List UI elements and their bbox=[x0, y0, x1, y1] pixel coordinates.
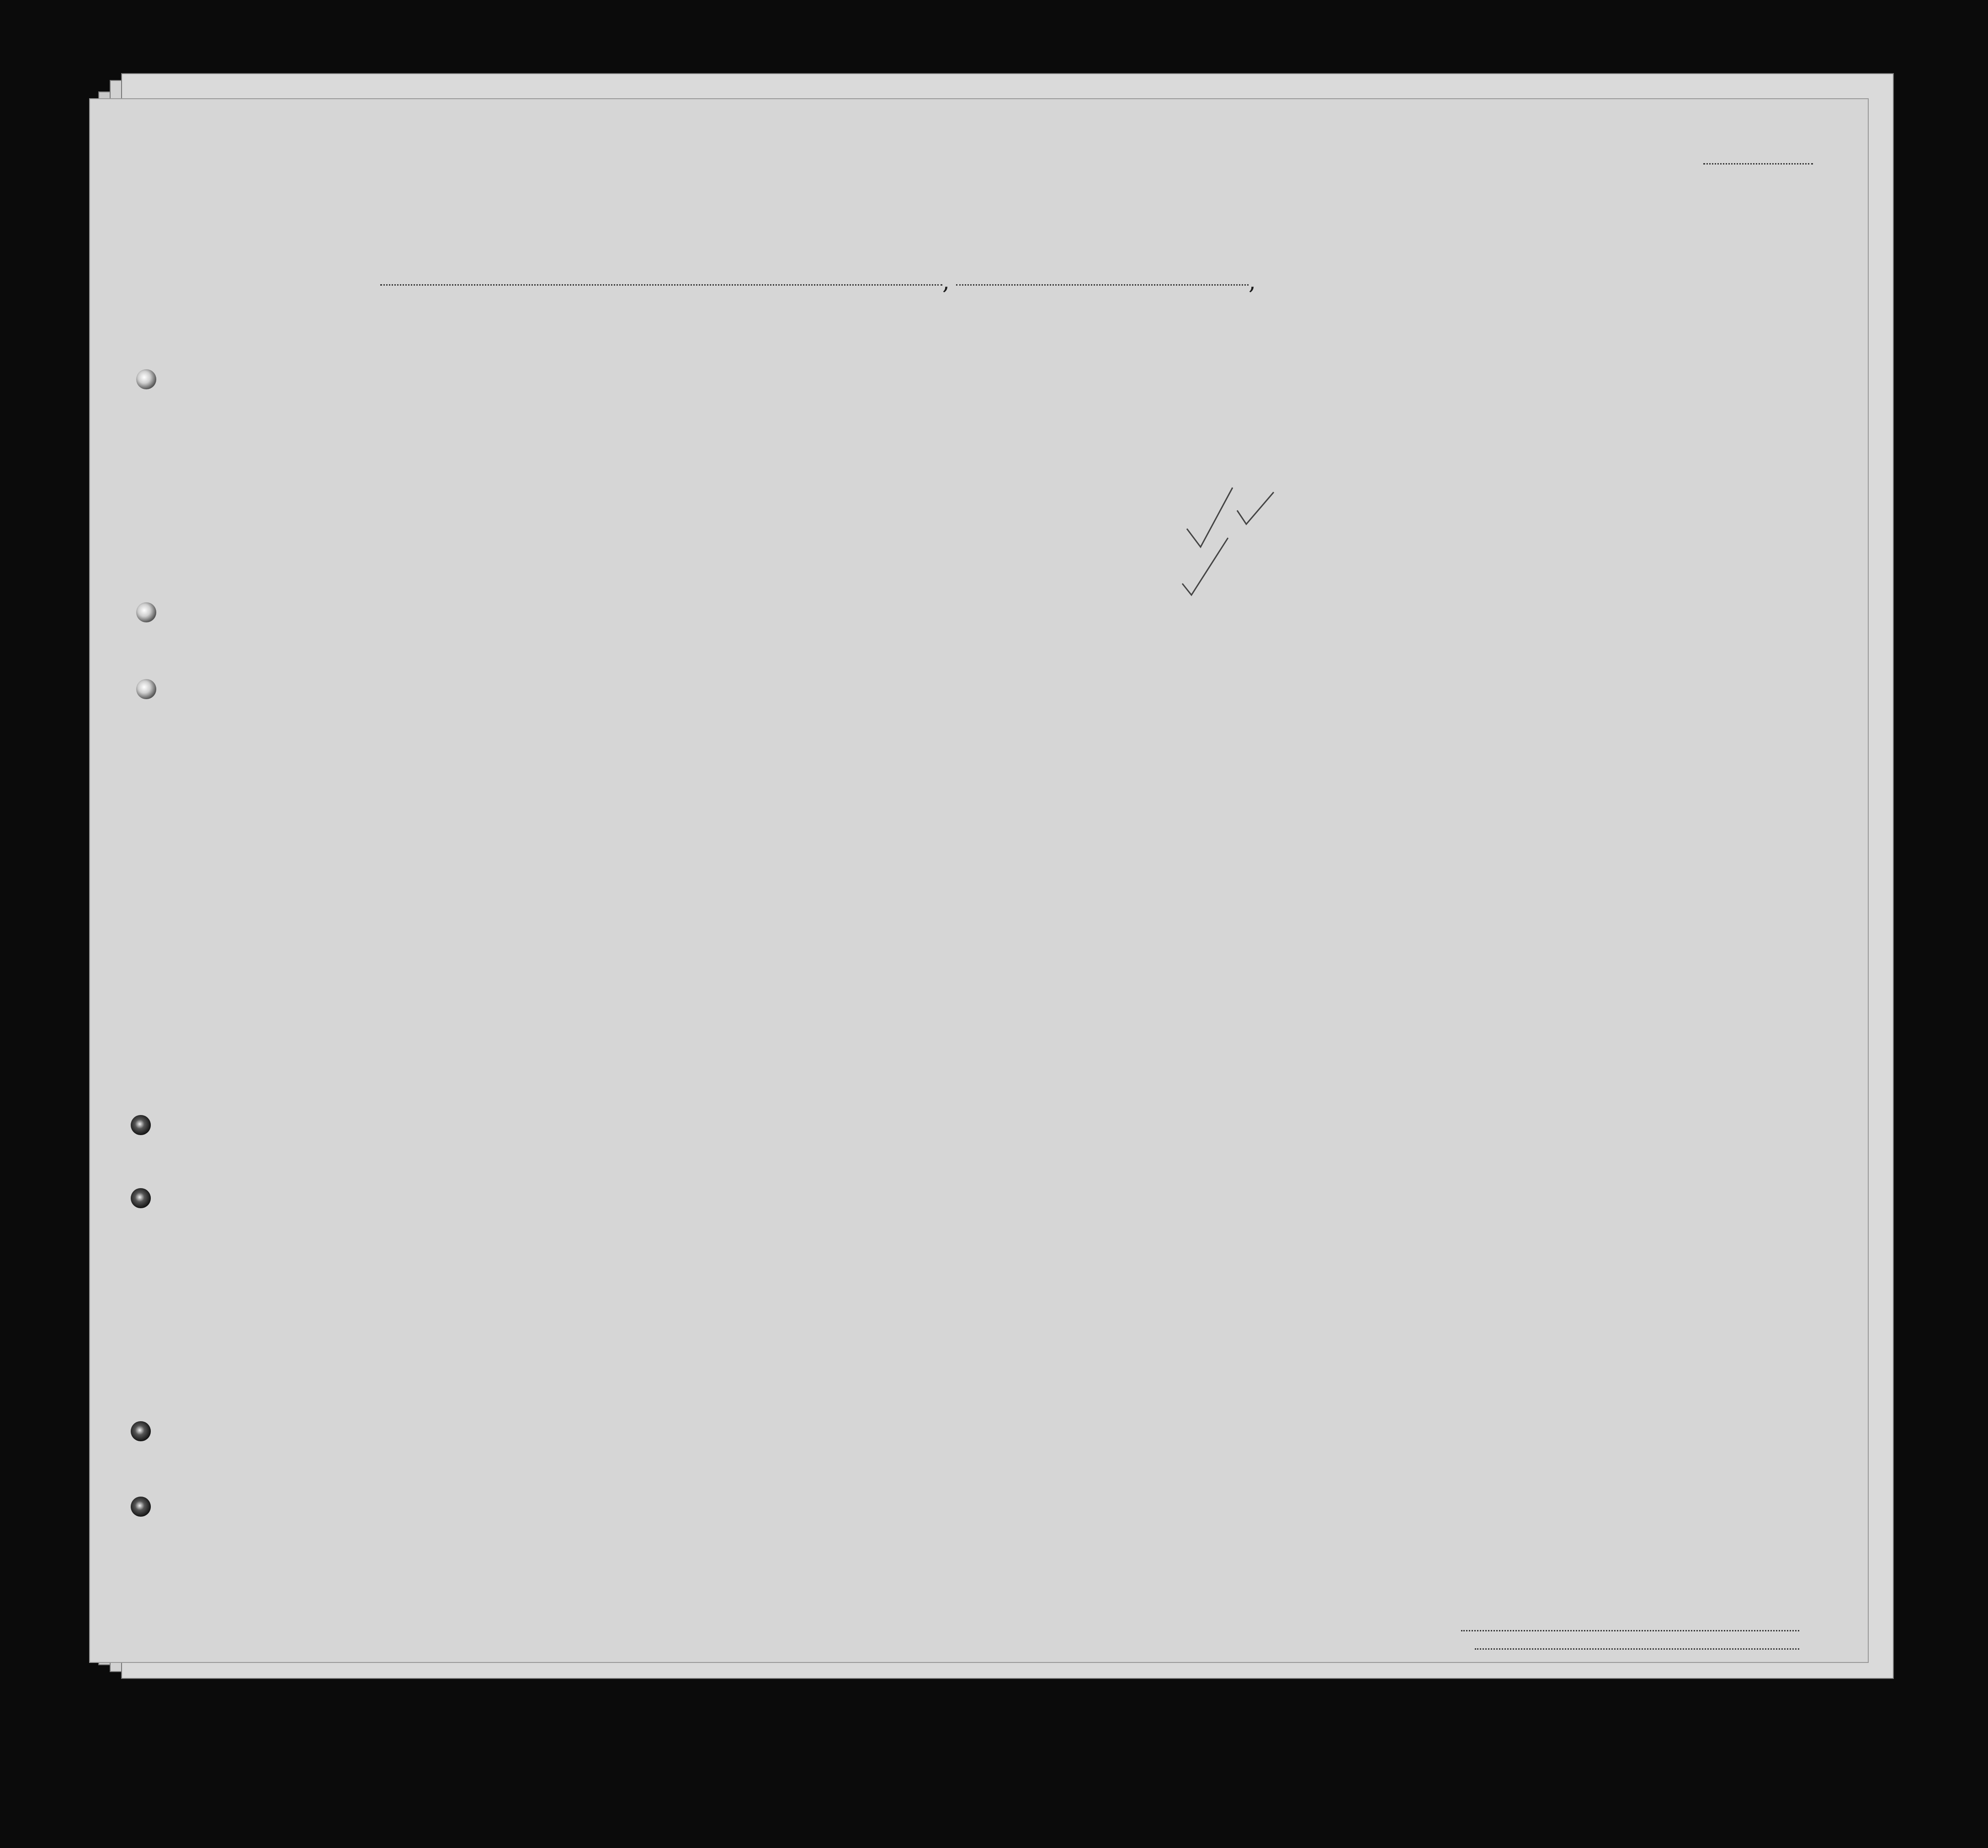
punch-hole bbox=[136, 369, 156, 389]
comma: , bbox=[1249, 268, 1256, 295]
check-marks bbox=[1178, 474, 1351, 666]
owners-field bbox=[1475, 1648, 1799, 1650]
table-grid bbox=[90, 99, 1868, 1662]
manifest-sheet bbox=[89, 98, 1869, 1663]
punch-hole bbox=[131, 1115, 151, 1135]
punch-hole bbox=[131, 1188, 151, 1208]
check-mark bbox=[1237, 492, 1274, 524]
line-field bbox=[1461, 1630, 1799, 1631]
punch-hole bbox=[136, 602, 156, 622]
comma: , bbox=[942, 268, 950, 295]
check-mark bbox=[1187, 488, 1233, 547]
punch-hole bbox=[131, 1421, 151, 1441]
punch-hole bbox=[136, 679, 156, 699]
check-mark bbox=[1182, 538, 1228, 595]
punch-hole bbox=[131, 1497, 151, 1517]
